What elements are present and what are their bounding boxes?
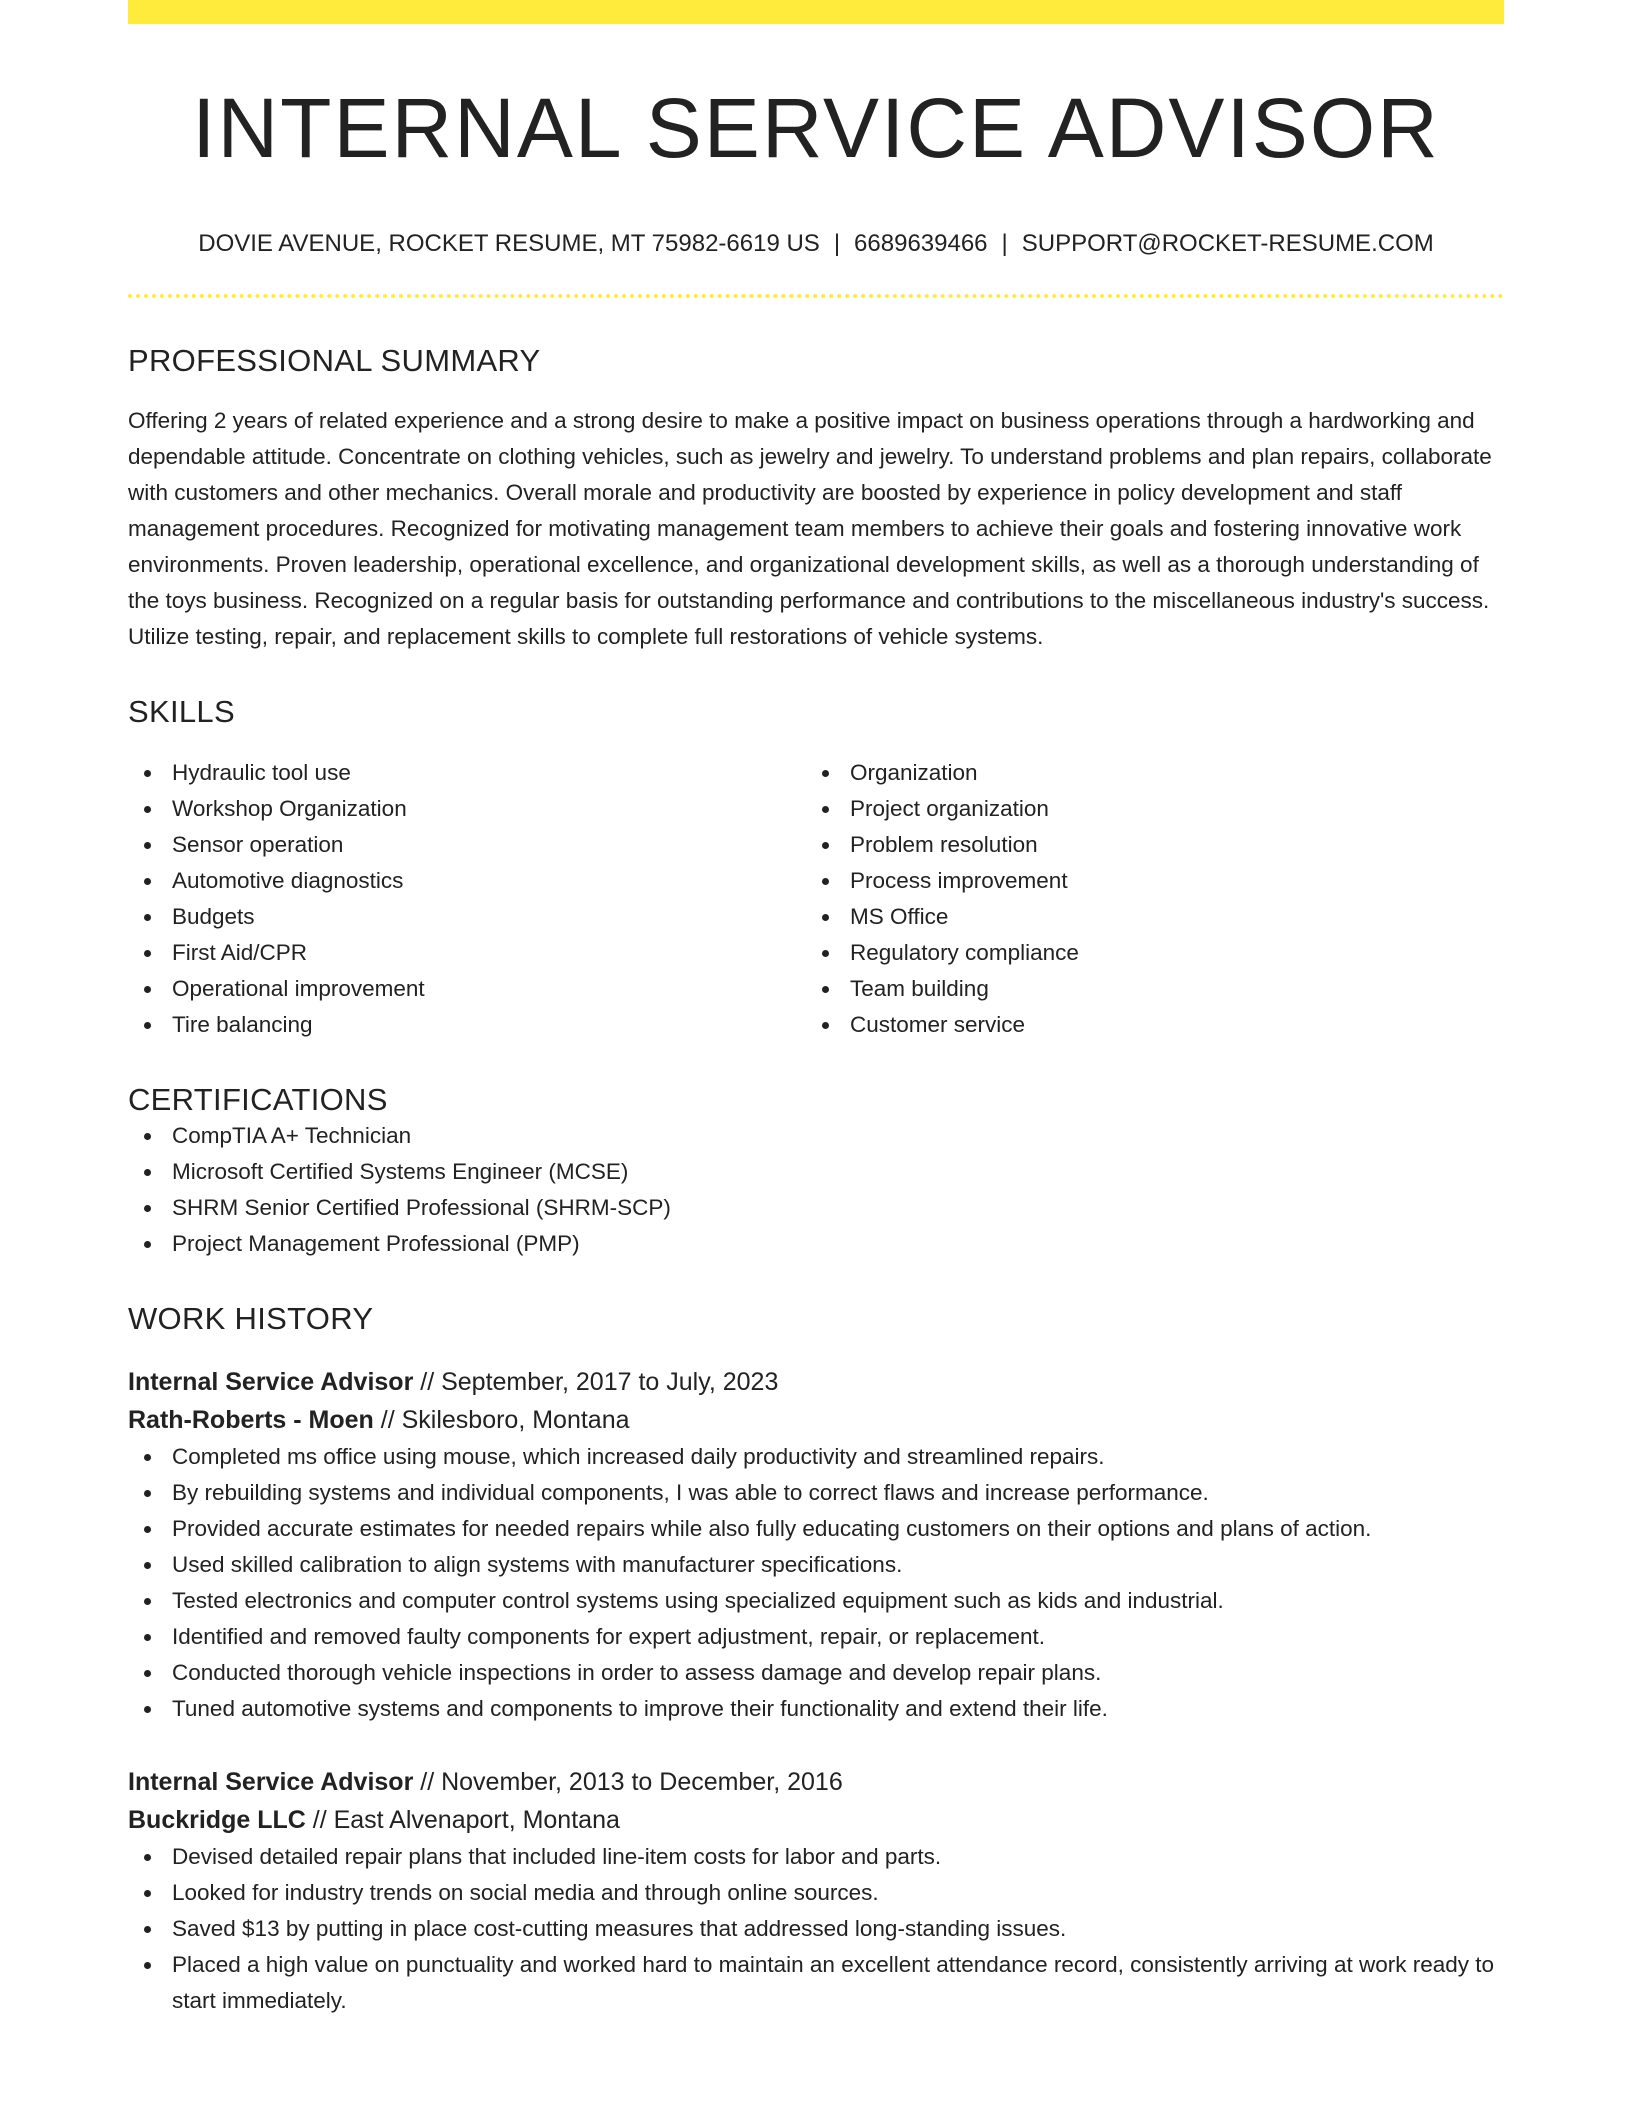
job-title-line xyxy=(128,1763,1504,1801)
job-bullet: Tested electronics and computer control systems using specialized equipment such as kids and industrial. xyxy=(128,1583,1504,1619)
job-header xyxy=(128,1363,1504,1439)
skill-item: Team building xyxy=(806,971,1484,1007)
resume-name: INTERNAL SERVICE ADVISOR xyxy=(192,81,1440,175)
address: DOVIE AVENUE, ROCKET RESUME, MT 75982-6619 US xyxy=(198,230,820,258)
job-dates: // November, 2013 to December, 2016 xyxy=(413,1767,843,1796)
job-role: Internal Service Advisor xyxy=(128,1767,414,1796)
job-bullet: Used skilled calibration to align systems with manufacturer specifications. xyxy=(128,1547,1504,1583)
skill-item: Process improvement xyxy=(806,863,1484,899)
separator: | xyxy=(833,230,841,258)
job-bullets xyxy=(128,1439,1504,1727)
summary-text: Offering 2 years of related experience and a strong desire to make a positive impact on business operations through a hardworking and dependable attitude. Concentrate on clothing vehicles, such as jewelry and jewelry. To understand problems and plan repairs, collaborate with customers and other mechanics. Overall morale and productivity are boosted by experience in policy development and staff management procedures. Recognized for motivating management team members to achieve their goals and fostering innovative work environments. Proven leadership, operational excellence, and organizational development skills, as well as a thorough understanding of the toys business. Recognized on a regular basis for outstanding performance and contributions to the miscellaneous industry's success. Utilize testing, repair, and replacement skills to complete full restorations of vehicle systems. xyxy=(128,408,1492,650)
job-role: Internal Service Advisor xyxy=(128,1367,414,1396)
job-entry xyxy=(128,1363,1504,1727)
job-bullet: Saved $13 by putting in place cost-cutting measures that addressed long-standing issues. xyxy=(128,1911,1504,1947)
certification-item: Project Management Professional (PMP) xyxy=(128,1226,1504,1262)
job-entry xyxy=(128,1763,1504,2019)
skill-item: Tire balancing xyxy=(128,1007,806,1043)
dotted-divider xyxy=(128,294,1504,298)
certification-item: CompTIA A+ Technician xyxy=(128,1118,1504,1154)
skill-item: Regulatory compliance xyxy=(806,935,1484,971)
job-bullets xyxy=(128,1839,1504,2019)
job-bullet: Conducted thorough vehicle inspections in order to assess damage and develop repair plans. xyxy=(128,1655,1504,1691)
skill-item: Hydraulic tool use xyxy=(128,755,806,791)
phone: 6689639466 xyxy=(854,230,988,258)
job-company-line xyxy=(128,1401,1504,1439)
skill-item: Customer service xyxy=(806,1007,1484,1043)
resume-page xyxy=(128,0,1504,2019)
skill-item: Sensor operation xyxy=(128,827,806,863)
section-title-work-history: WORK HISTORY xyxy=(128,1300,374,1336)
job-location: // East Alvenaport, Montana xyxy=(305,1805,620,1834)
skill-item: MS Office xyxy=(806,899,1484,935)
job-location: // Skilesboro, Montana xyxy=(373,1405,630,1434)
skill-item: Budgets xyxy=(128,899,806,935)
job-bullet: Placed a high value on punctuality and worked hard to maintain an excellent attendance record, consistently arriving at work ready to start immediately. xyxy=(128,1947,1504,2019)
skill-item: First Aid/CPR xyxy=(128,935,806,971)
job-dates: // September, 2017 to July, 2023 xyxy=(413,1367,779,1396)
skill-item: Workshop Organization xyxy=(128,791,806,827)
skills-list-left xyxy=(128,755,806,1043)
accent-bar xyxy=(128,0,1504,24)
skills-columns xyxy=(128,755,1504,1043)
skill-item: Problem resolution xyxy=(806,827,1484,863)
skill-item: Organization xyxy=(806,755,1484,791)
job-header xyxy=(128,1763,1504,1839)
job-bullet: Identified and removed faulty components for expert adjustment, repair, or replacement. xyxy=(128,1619,1504,1655)
section-title-certifications: CERTIFICATIONS xyxy=(128,1081,388,1117)
job-bullet: By rebuilding systems and individual components, I was able to correct flaws and increase performance. xyxy=(128,1475,1504,1511)
job-bullet: Provided accurate estimates for needed repairs while also fully educating customers on their options and plans of action. xyxy=(128,1511,1504,1547)
skill-item: Automotive diagnostics xyxy=(128,863,806,899)
certifications-list xyxy=(128,1118,1504,1262)
certification-item: SHRM Senior Certified Professional (SHRM-SCP) xyxy=(128,1190,1504,1226)
skill-item: Project organization xyxy=(806,791,1484,827)
job-bullet: Completed ms office using mouse, which increased daily productivity and streamlined repairs. xyxy=(128,1439,1504,1475)
certification-item: Microsoft Certified Systems Engineer (MCSE) xyxy=(128,1154,1504,1190)
email[interactable]: SUPPORT@ROCKET-RESUME.COM xyxy=(1021,230,1434,258)
section-title-skills: SKILLS xyxy=(128,694,235,730)
contact-line xyxy=(128,230,1504,259)
job-title-line xyxy=(128,1363,1504,1401)
job-company: Rath-Roberts - Moen xyxy=(128,1405,374,1434)
job-bullet: Tuned automotive systems and components to improve their functionality and extend their life. xyxy=(128,1691,1504,1727)
job-bullet: Devised detailed repair plans that included line-item costs for labor and parts. xyxy=(128,1839,1504,1875)
skill-item: Operational improvement xyxy=(128,971,806,1007)
job-company-line xyxy=(128,1801,1504,1839)
job-bullet: Looked for industry trends on social media and through online sources. xyxy=(128,1875,1504,1911)
section-title-summary: PROFESSIONAL SUMMARY xyxy=(128,343,541,379)
separator: | xyxy=(1001,230,1008,258)
job-company: Buckridge LLC xyxy=(128,1805,306,1834)
skills-list-right xyxy=(806,755,1484,1043)
